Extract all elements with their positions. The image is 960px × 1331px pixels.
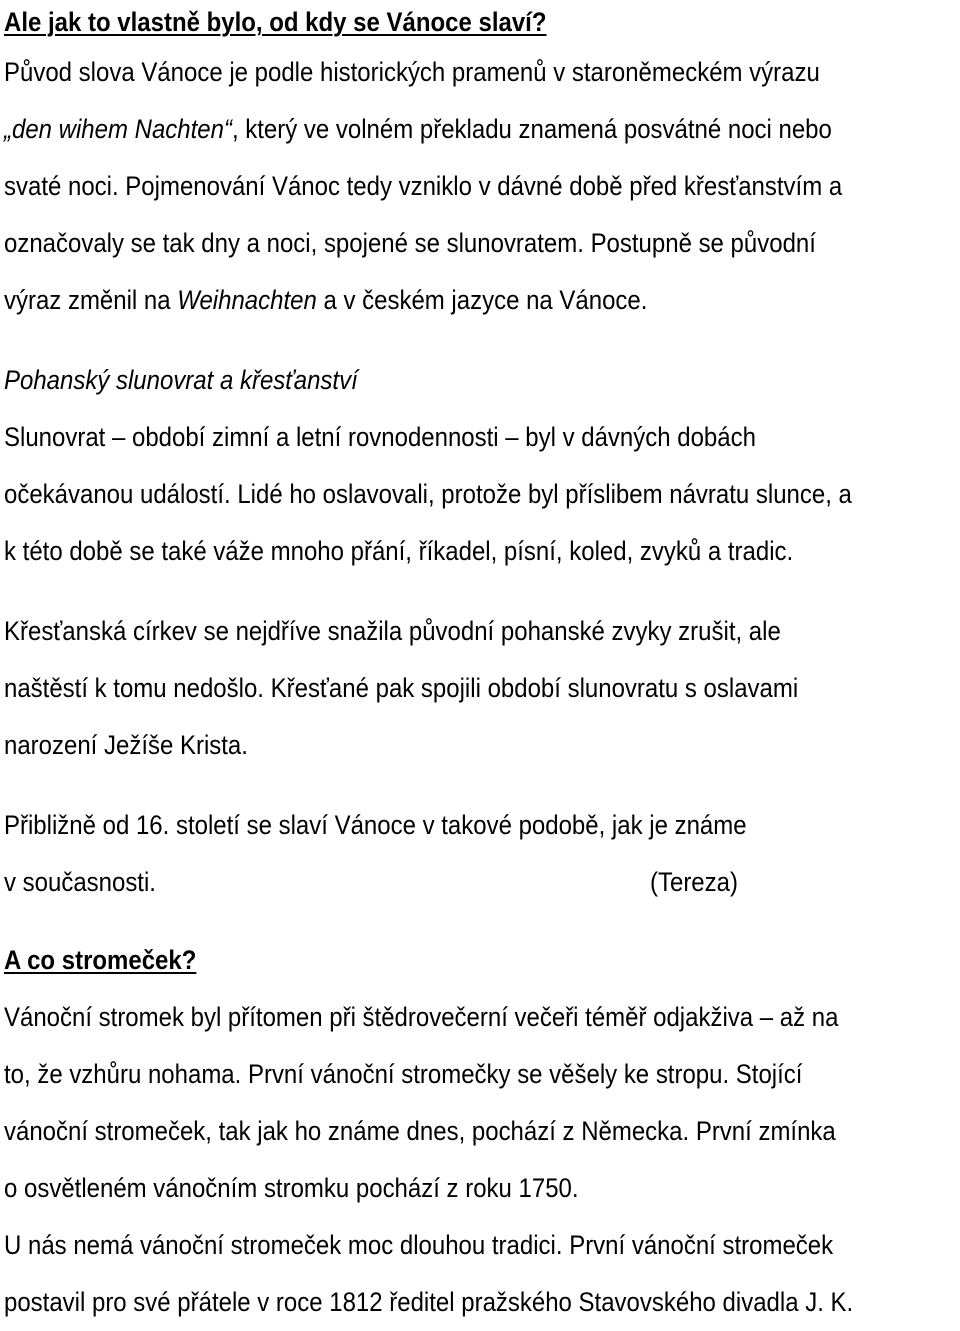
heading-origin: Ale jak to vlastně bylo, od kdy se Vánoce slaví? — [4, 7, 547, 37]
paragraph-line — [4, 272, 866, 329]
heading-tree: A co stromeček? — [4, 945, 197, 975]
text-span: výraz změnil na — [4, 285, 178, 315]
quoted-term: „den wihem Nachten“ — [4, 114, 232, 144]
text-span: , který ve volném překladu znamená posvátné noci nebo — [231, 114, 832, 144]
paragraph-line: narození Ježíše Krista. — [4, 730, 248, 760]
text-span: v současnosti. — [4, 867, 156, 897]
paragraph-line: naštěstí k tomu nedošlo. Křesťané pak spojili období slunovratu s oslavami — [4, 673, 799, 703]
text-span: a v českém jazyce na Vánoce. — [316, 285, 648, 315]
paragraph-line: Slunovrat – období zimní a letní rovnodennosti – byl v dávných dobách — [4, 422, 756, 452]
author-signature: (Tereza) — [650, 867, 738, 897]
subheading-solstice: Pohanský slunovrat a křesťanství — [4, 365, 358, 395]
paragraph-line: Křesťanská církev se nejdříve snažila původní pohanské zvyky zrušit, ale — [4, 616, 781, 646]
paragraph-line: postavil pro své přátele v roce 1812 ředitel pražského Stavovského divadla J. K. — [4, 1287, 854, 1317]
paragraph-line: svaté noci. Pojmenování Vánoc tedy vzniklo v dávné době před křesťanstvím a — [4, 171, 843, 201]
paragraph-line: k této době se také váže mnoho přání, říkadel, písní, koled, zvyků a tradic. — [4, 536, 794, 566]
paragraph-line: U nás nemá vánoční stromeček moc dlouhou tradici. První vánoční stromeček — [4, 1230, 834, 1260]
italic-term: Weihnachten — [177, 285, 317, 315]
paragraph-line: o osvětleném vánočním stromku pochází z roku 1750. — [4, 1173, 579, 1203]
paragraph-line: Vánoční stromek byl přítomen při štědrovečerní večeři téměř odjakživa – až na — [4, 1002, 839, 1032]
article — [4, 0, 956, 1331]
paragraph-line: označovaly se tak dny a noci, spojené se slunovratem. Postupně se původní — [4, 228, 816, 258]
paragraph-line: to, že vzhůru nohama. První vánoční stromečky se věšely ke stropu. Stojící — [4, 1059, 803, 1089]
paragraph-line — [4, 101, 866, 158]
paragraph-line: Původ slova Vánoce je podle historických pramenů v staroněmeckém výrazu — [4, 57, 820, 87]
paragraph-line: vánoční stromeček, tak jak ho známe dnes, pochází z Německa. První zmínka — [4, 1116, 836, 1146]
paragraph-line — [4, 854, 956, 911]
paragraph-line: očekávanou událostí. Lidé ho oslavovali, protože byl příslibem návratu slunce, a — [4, 479, 852, 509]
paragraph-line: Přibližně od 16. století se slaví Vánoce v takové podobě, jak je známe — [4, 810, 747, 840]
